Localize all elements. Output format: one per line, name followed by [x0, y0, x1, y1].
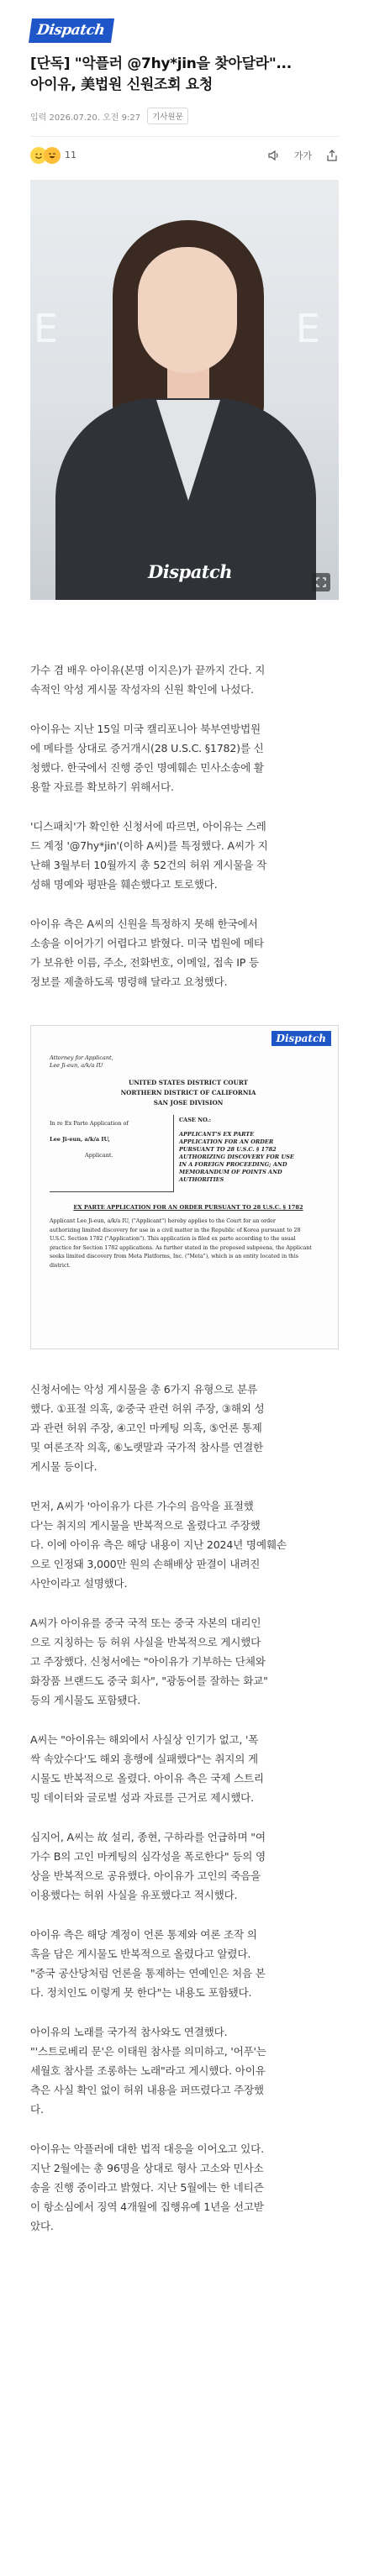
original-article-button[interactable]: 기사원문 — [147, 108, 188, 124]
paragraph-line: 지난 2월에는 총 96명을 상대로 형사 고소와 민사소 — [30, 2162, 264, 2174]
paragraph-line: 상을 반복적으로 공유했다. 아이유가 고인의 죽음을 — [30, 1869, 261, 1882]
article-paragraph — [30, 1496, 339, 1593]
site-header — [0, 0, 369, 52]
caption-line: In re Ex Parte Application of — [50, 1120, 129, 1127]
document-line: Applicant Lee Ji-eun, a/k/a IU, ("Applicant") hereby applies to the Court for an order — [50, 1218, 276, 1224]
court-line: SAN JOSE DIVISION — [153, 1099, 224, 1107]
paragraph-line: 이용했다는 허위 사실을 유포했다고 적시했다. — [30, 1889, 238, 1901]
caption-line: PURSUANT TO 28 U.S.C. § 1782 — [179, 1146, 277, 1153]
article-paragraph — [30, 1730, 339, 1807]
paragraph-line: 드 계정 '@7hy*jin'(이하 A씨)를 특정했다. A씨가 지 — [30, 839, 268, 852]
article-paragraph — [30, 719, 339, 796]
document-line: seeks limited discovery from Meta Platforms, Inc. ("Meta"), which is an entity located in this — [50, 1254, 298, 1259]
article-paragraph — [30, 1827, 339, 1905]
caption-line: APPLICATION FOR AN ORDER — [179, 1138, 274, 1145]
audio-icon[interactable] — [267, 149, 281, 162]
paragraph-line: 으로 인정돼 3,000만 원의 손해배상 판결이 내려진 — [30, 1558, 261, 1570]
paragraph-line: 했다. ①표절 의혹, ②중국 관련 허위 주장, ③해외 성 — [30, 1402, 265, 1415]
caption-right — [174, 1115, 294, 1192]
document-body — [50, 1217, 327, 1270]
paragraph-line: 싹 속았수다'도 해외 흥행에 실패했다"는 취지의 게 — [30, 1753, 258, 1765]
document-line: practice for Section 1782 applications. As further stated in the proposed subpoena, the Applicant — [50, 1244, 312, 1251]
share-icon[interactable] — [325, 149, 339, 162]
expand-icon[interactable] — [312, 573, 330, 591]
laugh-emoji-icon — [44, 147, 61, 164]
paragraph-line: 성해 명예와 평판을 훼손했다고 토로했다. — [30, 878, 218, 891]
headline-line: 아이유, 美법원 신원조회 요청 — [30, 76, 213, 93]
paragraph-line: 이 항소심에서 징역 4개월에 집행유예 1년을 선고받 — [30, 2200, 264, 2213]
paragraph-line: 다'는 취지의 게시물을 반복적으로 올렸다고 주장했 — [30, 1519, 261, 1532]
case-number: CASE NO.: — [179, 1117, 212, 1123]
paragraph-line: 가수 B의 고인 마케팅의 심각성을 폭로한다" 등의 영 — [30, 1850, 266, 1863]
paragraph-line: 아이유 측은 A씨의 신원을 특정하지 못해 한국에서 — [30, 917, 258, 930]
court-heading — [50, 1078, 327, 1108]
paragraph-line: "중국 공산당처럼 언론을 통제하는 연예인은 처음 본 — [30, 1967, 266, 1979]
document-title: EX PARTE APPLICATION FOR AN ORDER PURSUANT TO 28 U.S.C. § 1782 — [73, 1204, 303, 1211]
paragraph-line: 았다. — [30, 2220, 54, 2232]
paragraph-line: 게시물 등이다. — [30, 1460, 98, 1473]
paragraph-line: 으로 지칭하는 등 허위 사실을 반복적으로 게시했다 — [30, 1636, 261, 1648]
paragraph-line: 과 관련 허위 주장, ④고인 마케팅 의혹, ⑤언론 통제 — [30, 1422, 262, 1434]
paragraph-line: 신청서에는 악성 게시물을 총 6가지 유형으로 분류 — [30, 1383, 257, 1396]
paragraph-line: 먼저, A씨가 '아이유가 다른 가수의 음악을 표절했 — [30, 1500, 254, 1512]
court-line: UNITED STATES DISTRICT COURT — [128, 1079, 249, 1086]
paragraph-line: 아이유는 지난 15일 미국 캘리포니아 북부연방법원 — [30, 723, 261, 735]
published-time: 입력 2026.07.20. 오전 9:27 — [30, 113, 141, 123]
photo-face-shape — [138, 247, 237, 373]
paragraph-line: 송을 진행 중이라고 밝혔다. 지난 5월에는 한 네티즌 — [30, 2181, 264, 2194]
article-paragraph — [30, 2139, 339, 2236]
paragraph-line: 난해 3월부터 10월까지 총 52건의 허위 게시물을 작 — [30, 859, 267, 871]
paragraph-line: 다. 이에 아이유 측은 해당 내용이 지난 2024년 명예훼손 — [30, 1538, 287, 1551]
paragraph-line: 아이유는 악플러에 대한 법적 대응을 이어오고 있다. — [30, 2142, 264, 2155]
article-paragraph — [30, 660, 339, 699]
paragraph-line: 및 여론조작 의혹, ⑥노랫말과 국가적 참사를 연결한 — [30, 1441, 264, 1454]
backdrop-letter: E — [34, 306, 74, 351]
article-toolbar — [30, 136, 339, 173]
paragraph-line: 측은 사실 확인 없이 허위 내용을 퍼뜨렸다고 주장했 — [30, 2084, 264, 2096]
paragraph-line: 세월호 참사를 조롱하는 노래"라고 게시했다. 아이유 — [30, 2064, 266, 2077]
paragraph-line: A씨가 아이유를 중국 국적 또는 중국 자본의 대리인 — [30, 1617, 261, 1629]
paragraph-line: 정보를 제출하도록 명령해 달라고 요청했다. — [30, 975, 228, 988]
article-headline — [0, 52, 369, 96]
article-photo — [30, 180, 339, 600]
paragraph-line: 사안이라고 설명했다. — [30, 1577, 128, 1590]
document-watermark-logo: Dispatch — [271, 1031, 331, 1046]
paragraph-line: 다. 정치인도 이렇게 못 한다"는 내용도 포함됐다. — [30, 1986, 252, 1999]
document-line: authorizing limited discovery for use in a civil matter in the Republic of Korea pursuant to 28 — [50, 1227, 301, 1233]
photo-watermark: Dispatch — [148, 561, 233, 582]
paragraph-line: 용할 자료를 확보하기 위해서다. — [30, 781, 174, 793]
article-paragraph — [30, 1380, 339, 1476]
paragraph-line: 아이유 측은 해당 계정이 언론 통제와 여론 조작 의 — [30, 1928, 257, 1941]
font-size-icon[interactable]: 가가 — [293, 150, 312, 161]
paragraph-line: A씨는 "아이유는 해외에서 사실상 인기가 없고, '폭 — [30, 1733, 259, 1746]
reaction-count: 11 — [65, 150, 76, 160]
paragraph-line: 화장품 브랜드도 중국 회사", "광동어를 잘하는 화교" — [30, 1674, 268, 1687]
caption-line: AUTHORIZING DISCOVERY FOR USE — [179, 1154, 294, 1160]
paragraph-line: 다. — [30, 2103, 44, 2116]
paragraph-line: 등의 게시물도 포함됐다. — [30, 1694, 141, 1706]
paragraph-line: 에 메타를 상대로 증거개시(28 U.S.C. §1782)를 신 — [30, 742, 264, 754]
article-paragraph — [30, 914, 339, 991]
paragraph-line: 가 보유한 이름, 주소, 전화번호, 이메일, 접속 IP 등 — [30, 956, 259, 969]
caption-line: Applicant. — [85, 1152, 113, 1159]
caption-line: APPLICANT'S EX PARTE — [179, 1131, 255, 1138]
article-body — [0, 660, 369, 2269]
paragraph-line: 속적인 악성 게시물 작성자의 신원 확인에 나섰다. — [30, 683, 254, 696]
article-meta — [0, 96, 369, 124]
caption-line: MEMORANDUM OF POINTS AND — [179, 1169, 282, 1175]
caption-grid — [50, 1115, 327, 1192]
paragraph-line: 혹을 담은 게시물도 반복적으로 올렸다고 알렸다. — [30, 1948, 251, 1960]
caption-line: AUTHORITIES — [179, 1176, 224, 1183]
attorney-line: Attorney for Applicant, — [50, 1054, 113, 1061]
article-tools — [267, 149, 339, 162]
court-document-image — [30, 1025, 339, 1349]
court-document-content — [50, 1054, 327, 1270]
article-paragraph — [30, 1925, 339, 2002]
attorney-line: Lee Ji-eun, a/k/a IU — [50, 1062, 103, 1069]
paragraph-line: 가수 겸 배우 아이유(본명 이지은)가 끝까지 간다. 지 — [30, 664, 266, 676]
document-line: U.S.C. Section 1782 ("Application"). This application is filed ex parte according to the usual — [50, 1236, 296, 1242]
dispatch-logo[interactable]: Dispatch — [29, 18, 114, 43]
paragraph-line: 소송을 이어가기 어렵다고 밝혔다. 미국 법원에 메타 — [30, 937, 264, 949]
paragraph-line: 밍 데이터와 글로벌 성과 자료를 근거로 제시했다. — [30, 1791, 254, 1804]
backdrop-letter: E — [295, 306, 335, 351]
article-paragraph — [30, 1613, 339, 1710]
reaction-summary[interactable] — [30, 147, 76, 164]
article-paragraph — [30, 2022, 339, 2119]
paragraph-line: 심지어, A씨는 故 설리, 종현, 구하라를 언급하며 "여 — [30, 1831, 266, 1843]
caption-left — [50, 1115, 174, 1192]
court-line: NORTHERN DISTRICT OF CALIFORNIA — [120, 1089, 256, 1096]
paragraph-line: 청했다. 한국에서 진행 중인 명예훼손 민사소송에 활 — [30, 761, 264, 774]
paragraph-line: 시물도 반복적으로 올렸다. 아이유 측은 국제 스트리 — [30, 1772, 264, 1785]
paragraph-line: 아이유의 노래를 국가적 참사와도 연결했다. — [30, 2026, 228, 2038]
caption-line: Lee Ji-eun, a/k/a IU, — [50, 1136, 110, 1143]
bottom-spacer — [30, 2236, 339, 2269]
paragraph-line: "'스트로베리 문'은 이태원 참사를 의미하고, '어푸'는 — [30, 2045, 266, 2058]
headline-line: [단독] "악플러 @7hy*jin을 찾아달라"... — [30, 55, 292, 72]
article-paragraph — [30, 817, 339, 894]
paragraph-line: 고 주장했다. 신청서에는 "아이유가 기부하는 단체와 — [30, 1655, 266, 1668]
attorney-block — [50, 1054, 327, 1070]
paragraph-line: '디스패치'가 확인한 신청서에 따르면, 아이유는 스레 — [30, 820, 266, 833]
caption-line: IN A FOREIGN PROCEEDING; AND — [179, 1161, 287, 1168]
document-line: district. — [50, 1262, 71, 1269]
